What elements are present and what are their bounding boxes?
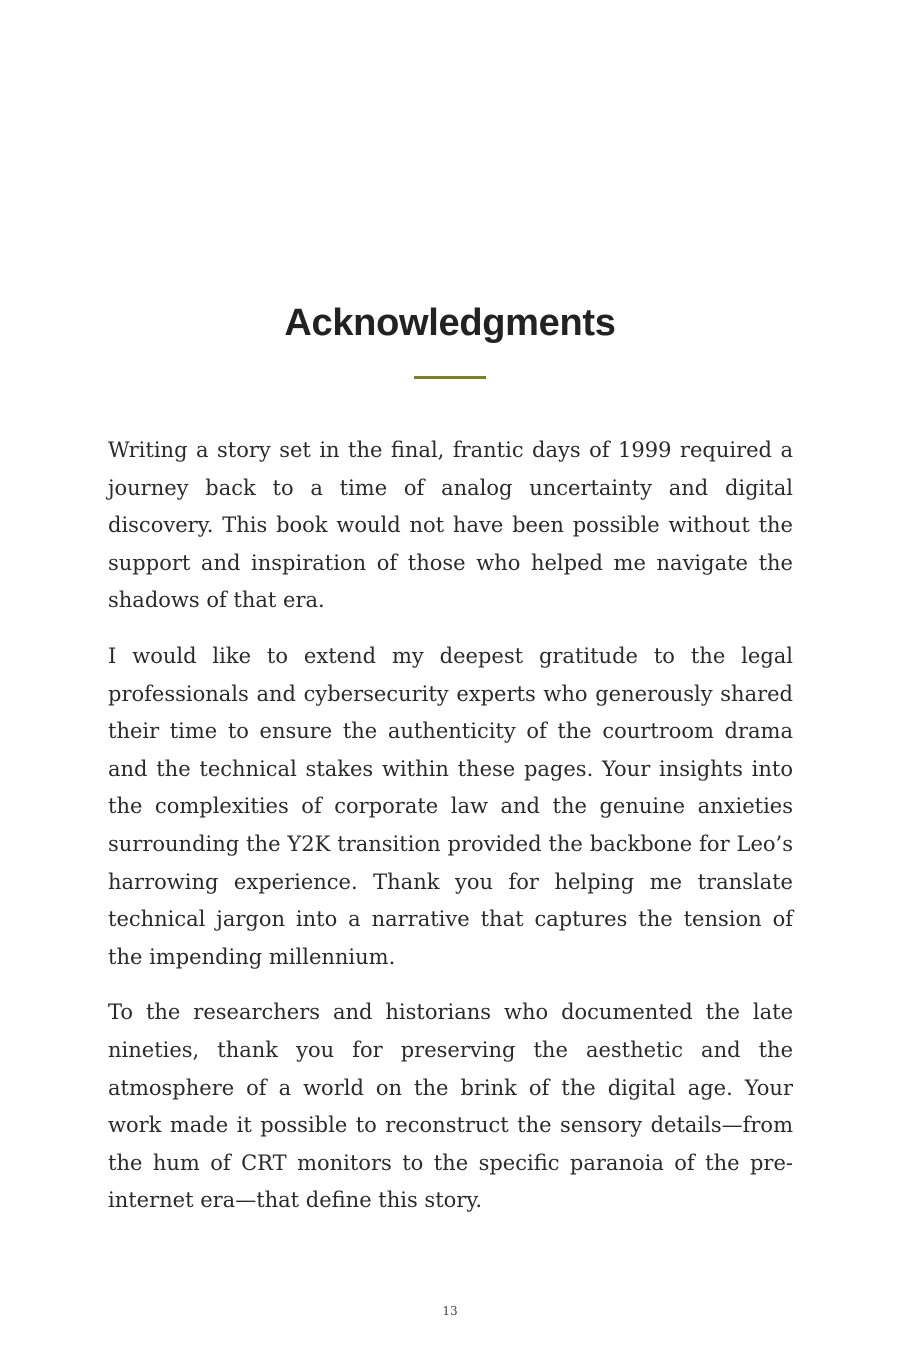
paragraph-2: I would like to extend my deepest gratitude to the legal professionals and cybersecurity experts who generously shared their time to ensure the authenticity of the courtroom drama and the technical stakes within these pages. Your insights into the complexities of corporate law and the genuine anxieties surrounding the Y2K transition provided the backbone for Leo’s harrowing experience. Thank you for helping me translate technical jargon into a narrative that captures the tension of the impending millennium. xyxy=(108,643,793,969)
paragraph-1: Writing a story set in the final, frantic days of 1999 required a journey back to a time of analog uncertainty and digital discovery. This book would not have been possible without the support and inspiration of those who helped me navigate the shadows of that era. xyxy=(108,438,793,613)
page-title: Acknowledgments xyxy=(284,302,616,344)
paragraph-3: To the researchers and historians who documented the late nineties, thank you for preserving the aesthetic and the atmosphere of a world on the brink of the digital age. Your work made it possible to reconstruct the sensory details—from the hum of CRT monitors to the specific paranoia of the pre-internet era—that define this story. xyxy=(108,1000,793,1213)
acknowledgments-body xyxy=(108,432,793,1238)
title-divider xyxy=(414,376,486,379)
page-number: 13 xyxy=(442,1304,458,1318)
